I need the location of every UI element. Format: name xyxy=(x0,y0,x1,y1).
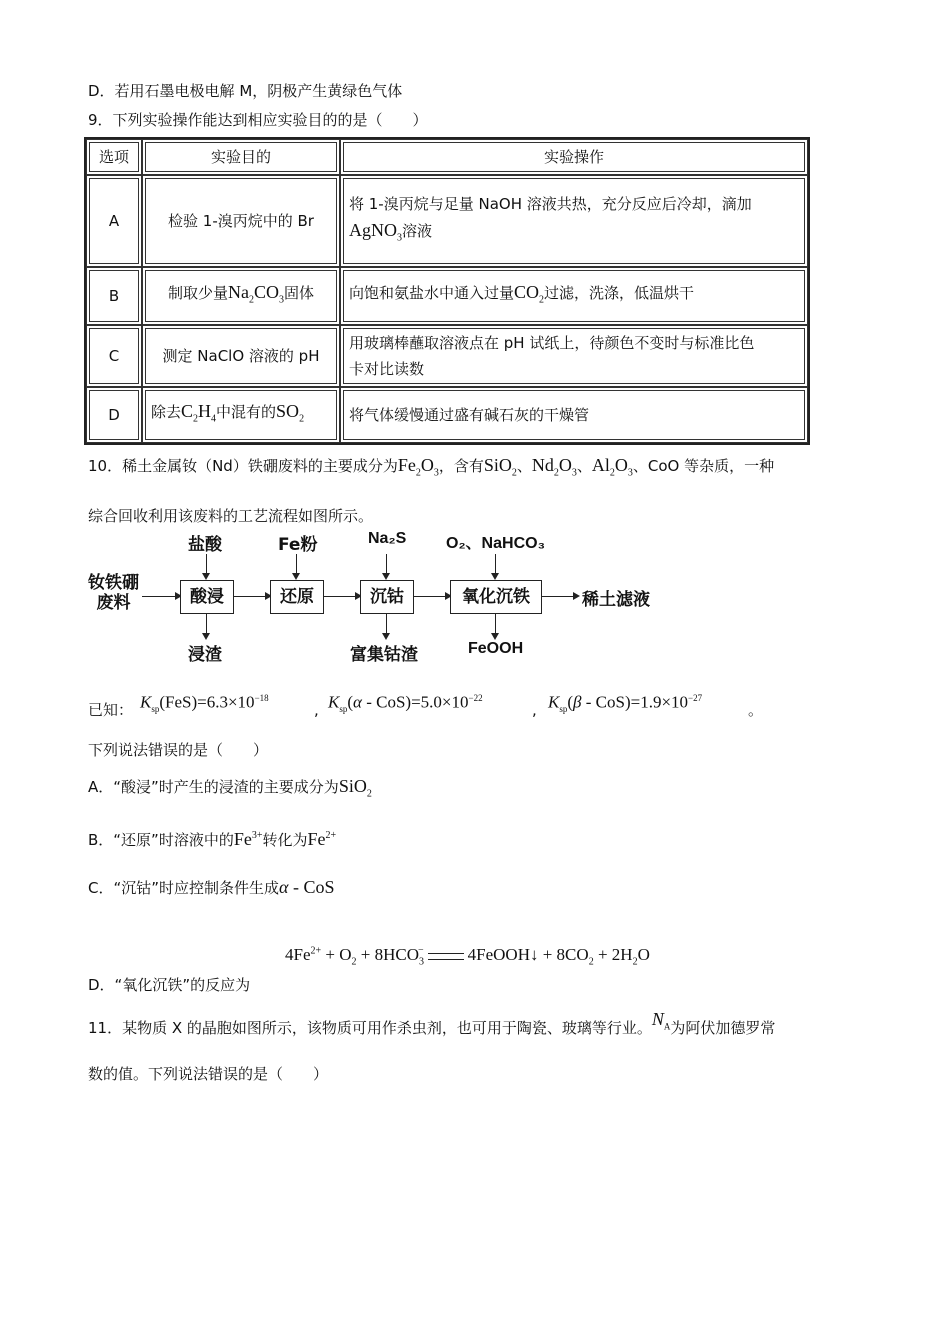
output-label: 稀土滤液 xyxy=(582,590,650,610)
formula-sio2: SiO$_2$ xyxy=(338,776,372,800)
formula-nd2o3: $Nd_2O_3$ xyxy=(531,455,577,479)
flow-arrow xyxy=(206,554,207,578)
flow-arrow xyxy=(296,554,297,578)
reagent-o2-nahco3: O₂、NaHCO₃ xyxy=(446,535,545,552)
step-oxidize-iron: 氧化沉铁 xyxy=(450,580,542,614)
q10-option-d: D．“氧化沉铁”的反应为 xyxy=(88,976,251,994)
row-option: B xyxy=(86,267,142,325)
q10-option-c: C．“沉钴”时应控制条件生成α - CoS xyxy=(88,877,335,897)
residue-feooh: FeOOH xyxy=(468,640,524,657)
row-operation: 用玻璃棒蘸取溶液点在 pH 试纸上，待颜色不变时与标准比色 卡对比读数 xyxy=(340,325,808,387)
flow-arrow xyxy=(495,614,496,638)
formula-so2: $SO_2$ xyxy=(276,400,305,425)
residue-leach: 浸渣 xyxy=(188,645,222,665)
formula-sio2: SiO$_2$ xyxy=(483,455,517,479)
flow-arrow xyxy=(414,596,450,597)
ion-fe3: $Fe^{3+}$ xyxy=(233,829,263,849)
q10-ask: 下列说法错误的是（ ） xyxy=(88,741,269,759)
q8-option-d: D．若用石墨电极电解 M，阴极产生黄绿色气体 xyxy=(88,82,403,100)
row-purpose: 除去$C_2H_4$中混有的$SO_2$ xyxy=(142,387,340,443)
q10-option-a: A．“酸浸”时产生的浸渣的主要成分为SiO$_2$ xyxy=(88,776,372,800)
step-acid-leach: 酸浸 xyxy=(180,580,234,614)
row-option: C xyxy=(86,325,142,387)
table-row xyxy=(86,325,808,387)
formula-alpha-cos: α - CoS xyxy=(279,877,335,897)
row-option: A xyxy=(86,175,142,267)
table-row xyxy=(86,267,808,325)
row-operation: 将气体缓慢通过盛有碱石灰的干燥管 xyxy=(340,387,808,443)
flow-arrow xyxy=(206,614,207,638)
row-operation: 向饱和氨盐水中通入过量$CO_2$过滤，洗涤，低温烘干 xyxy=(340,267,808,325)
q10-option-b: B．“还原”时溶液中的$Fe^{3+}$转化为$Fe^{2+}$ xyxy=(88,829,337,849)
step-reduce: 还原 xyxy=(270,580,324,614)
formula-na2co3: $Na_2CO_3$ xyxy=(227,281,284,306)
ksp-alpha-cos: $K_{sp}(\alpha - CoS)=5.0\times 10^{-22}$ xyxy=(328,692,483,715)
q9-stem: 9．下列实验操作能达到相应实验目的的是（ ） xyxy=(88,111,428,129)
header-purpose: 实验目的 xyxy=(142,139,340,175)
oxidation-equation: $4Fe^{2+} + O_2 + 8HCO_3^-$ 4FeOOH↓ + $8CO_2 + 2H_2O$ xyxy=(285,945,650,968)
reagent-hcl: 盐酸 xyxy=(188,535,222,555)
row-operation: 将 1-溴丙烷与足量 NaOH 溶液共热，充分反应后冷却，滴加 AgNO$_3$溶液 xyxy=(340,175,808,267)
table-row xyxy=(86,175,808,267)
formula-agno3: AgNO$_3$ xyxy=(349,219,402,244)
header-option: 选项 xyxy=(86,139,142,175)
header-operation: 实验操作 xyxy=(340,139,808,175)
row-option: D xyxy=(86,387,142,443)
formula-al2o3: $Al_2O_3$ xyxy=(591,455,633,479)
formula-fe2o3: $Fe_2O_3$ xyxy=(397,455,439,479)
q10-stem-line1: 10．稀土金属钕（Nd）铁硼废料的主要成分为$Fe_2O_3$，含有SiO$_2$、$Nd_2O_3$、$Al_2O_3$、CoO 等杂质，一种 xyxy=(88,455,775,479)
flow-arrow xyxy=(495,554,496,578)
q10-stem-line2: 综合回收利用该废料的工艺流程如图所示。 xyxy=(88,507,374,525)
q10-known: 已知： $K_{sp}(FeS)=6.3\times 10^{-18}$ , $K_{sp}(\alpha - CoS)=5.0\times 10^{-22}$ , $K_{sp}(\beta - CoS)=1.9\times 10^{-27}$ 。 xyxy=(88,690,133,720)
table-header-row xyxy=(86,139,808,175)
step-cobalt-precip: 沉钴 xyxy=(360,580,414,614)
q11-stem-line2: 数的值。下列说法错误的是（ ） xyxy=(88,1065,329,1083)
reagent-fe: Fe粉 xyxy=(278,535,318,555)
q11-stem-line1: 11．某物质 X 的晶胞如图所示，该物质可用作杀虫剂，也可用于陶瓷、玻璃等行业。$N_A$为阿伏加德罗常 xyxy=(88,1009,776,1037)
formula-co2: $CO_2$ xyxy=(514,281,545,306)
flow-arrow xyxy=(324,596,360,597)
flow-arrow xyxy=(234,596,270,597)
q9-table xyxy=(84,137,810,445)
flow-arrow xyxy=(542,596,578,597)
ion-fe2: $Fe^{2+}$ xyxy=(307,829,337,849)
input-label: 钕铁硼 废料 xyxy=(88,573,139,613)
flow-arrow xyxy=(386,554,387,578)
row-purpose: 检验 1-溴丙烷中的 Br xyxy=(142,175,340,267)
symbol-na: $N_A$ xyxy=(651,1009,671,1032)
flow-arrow xyxy=(386,614,387,638)
row-purpose: 测定 NaClO 溶液的 pH xyxy=(142,325,340,387)
table-row xyxy=(86,387,808,443)
ksp-beta-cos: $K_{sp}(\beta - CoS)=1.9\times 10^{-27}$ xyxy=(548,692,703,715)
reagent-na2s: Na₂S xyxy=(368,530,407,547)
residue-cobalt: 富集钴渣 xyxy=(350,645,418,665)
ksp-fes: $K_{sp}(FeS)=6.3\times 10^{-18}$ xyxy=(140,692,269,715)
formula-c2h4: $C_2H_4$ xyxy=(181,400,217,425)
row-purpose: 制取少量$Na_2CO_3$固体 xyxy=(142,267,340,325)
process-flow-diagram xyxy=(88,530,668,665)
flow-arrow xyxy=(142,596,180,597)
